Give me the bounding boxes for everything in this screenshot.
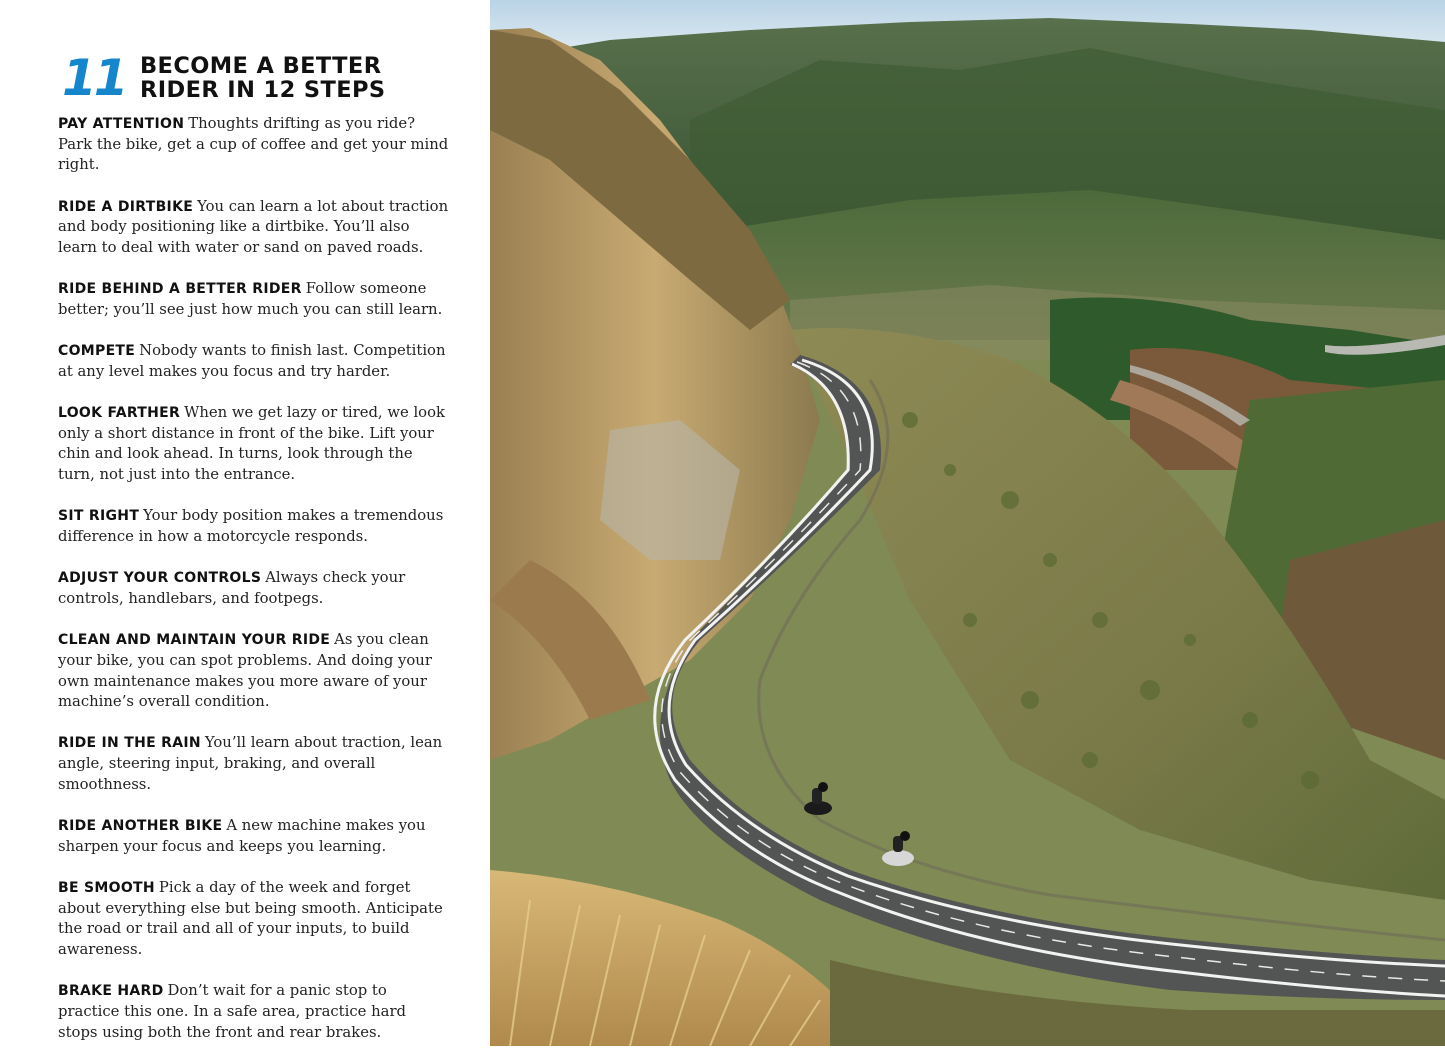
step-text: You’ll learn about traction, lean angle, steering input, braking, and overall smoothness. [58,734,443,793]
step-text: When we get lazy or tired, we look only a short distance in front of the bike. Lift your chin and look ahead. In turns, look through the turn, not just into the entrance. [58,404,445,484]
tip-title-line-2: RIDER IN 12 STEPS [140,76,386,103]
step-sit-right [58,506,450,547]
tip-number: 11 [62,49,126,107]
text-page [0,0,490,1046]
tip-title-line-1: BECOME A BETTER [140,53,382,79]
tip-header [62,49,482,112]
step-heading: ADJUST YOUR CONTROLS [58,570,262,587]
steps-list [58,114,450,1064]
step-look-farther [58,403,450,486]
step-heading: PAY ATTENTION [58,116,185,132]
step-text: Your body position makes a tremendous difference in how a motorcycle responds. [58,507,444,546]
step-text: You can learn a lot about traction and body positioning like a dirtbike. You’ll also learn to deal with water or sand on paved roads. [58,197,449,257]
step-ride-in-the-rain [58,733,450,795]
step-brake-hard [58,981,450,1043]
step-heading: RIDE ANOTHER BIKE [58,818,223,835]
step-ride-behind-better-rider [58,279,450,320]
step-be-smooth [58,878,450,961]
step-heading: CLEAN AND MAINTAIN YOUR RIDE [58,632,331,649]
step-compete [58,341,450,382]
step-heading: BE SMOOTH [58,879,155,896]
step-heading: BRAKE HARD [58,983,164,1000]
step-text: Follow someone better; you’ll see just how much you can still learn. [58,280,443,318]
step-text: Nobody wants to finish last. Competition at any level makes you focus and try harder. [58,342,446,380]
step-text: Pick a day of the week and forget about everything else but being smooth. Anticipate the road or trail and all of your inputs, to build awareness. [58,878,443,959]
mountain-road-photo [490,0,1445,1046]
step-text: Don’t wait for a panic stop to practice this one. In a safe area, practice hard stops using both the front and rear brakes. [58,982,407,1041]
step-clean-and-maintain [58,630,450,713]
step-heading: RIDE IN THE RAIN [58,735,201,752]
step-ride-another-bike [58,816,450,857]
step-text: A new machine makes you sharpen your focus and keeps you learning. [58,817,426,855]
step-heading: COMPETE [58,343,136,360]
step-heading: LOOK FARTHER [58,405,181,422]
step-pay-attention [58,114,450,176]
step-heading: RIDE BEHIND A BETTER RIDER [58,281,302,298]
step-adjust-your-controls [58,568,450,609]
step-ride-a-dirtbike [58,197,450,259]
step-heading: RIDE A DIRTBIKE [58,198,194,215]
tip-title [140,55,386,102]
step-text: Always check your controls, handlebars, and footpegs. [58,569,406,607]
step-heading: SIT RIGHT [58,508,140,525]
step-text: Thoughts drifting as you ride? Park the bike, get a cup of coffee and get your mind right. [58,115,449,174]
step-text: As you clean your bike, you can spot problems. And doing your own maintenance makes you more aware of your machine’s overall condition. [58,631,432,711]
